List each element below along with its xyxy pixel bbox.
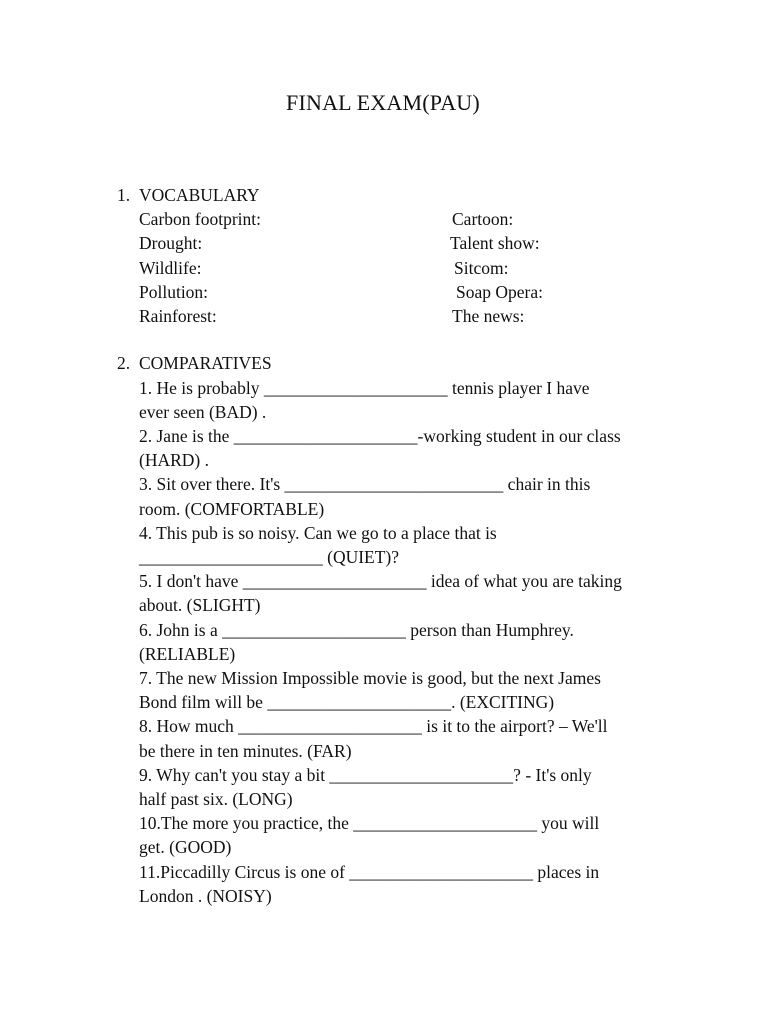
question-item [139,618,684,666]
question-line: room. (COMFORTABLE) [139,498,325,519]
section-number: 2. [117,353,131,373]
page-title: FINAL EXAM(PAU) [286,90,480,115]
vocab-term: Cartoon: [452,209,514,229]
vocab-term: Sitcom: [454,257,509,278]
vocab-row [0,207,768,231]
question-line: be there in ten minutes. (FAR) [139,740,352,761]
vocab-row [0,280,768,304]
section-title: COMPARATIVES [139,353,272,373]
question-line: 6. John is a _____________________ person than Humphrey. [139,619,574,640]
question-line: about. (SLIGHT) [139,595,261,616]
question-item [139,763,684,811]
vocab-row [0,256,768,280]
question-line: ever seen (BAD) . [139,401,267,422]
question-item [139,666,684,714]
question-line: 9. Why can't you stay a bit _____________________? - It's only [139,764,592,785]
comparatives-section [0,351,768,906]
question-item [139,472,684,520]
vocab-row [0,304,768,328]
question-line: half past six. (LONG) [139,788,293,809]
question-item [139,860,684,908]
question-line: 2. Jane is the _____________________-working student in our class [139,425,621,446]
question-list [139,376,684,908]
question-line: 10.The more you practice, the _____________________ you will [139,813,600,834]
question-line: 1. He is probably _____________________ tennis player I have [139,377,590,398]
question-line: get. (GOOD) [139,837,232,858]
question-item [139,714,684,762]
question-line: 4. This pub is so noisy. Can we go to a place that is [139,522,497,543]
question-line: 3. Sit over there. It's _________________________ chair in this [139,474,591,495]
vocab-term: Rainforest: [139,306,217,327]
section-number: 1. [117,185,131,205]
section-title: VOCABULARY [139,185,260,205]
question-line: London . (NOISY) [139,885,272,906]
vocab-term: Soap Opera: [456,281,543,302]
question-line: Bond film will be _____________________. (EXCITING) [139,692,555,713]
question-line: (HARD) . [139,450,209,471]
question-item [139,569,684,617]
vocab-term: Drought: [139,233,203,254]
question-line: _____________________ (QUIET)? [139,546,400,567]
question-item [139,424,684,472]
vocab-term: Wildlife: [139,257,202,278]
question-line: 5. I don't have _____________________ idea of what you are taking [139,571,622,592]
vocabulary-section [0,183,768,328]
vocab-term: The news: [452,306,525,327]
vocab-term: Pollution: [139,281,209,302]
question-line: 8. How much _____________________ is it to the airport? – We'll [139,716,608,737]
comparatives-heading [0,351,768,375]
question-item [139,376,684,424]
question-item [139,811,684,859]
question-item [139,521,684,569]
vocab-term: Talent show: [450,233,540,254]
question-line: 7. The new Mission Impossible movie is good, but the next James [139,667,601,688]
vocab-term: Carbon footprint: [139,209,261,229]
vocab-row [0,231,768,255]
question-line: 11.Piccadilly Circus is one of _____________________ places in [139,861,600,882]
vocabulary-heading [0,183,768,207]
question-line: (RELIABLE) [139,643,236,664]
